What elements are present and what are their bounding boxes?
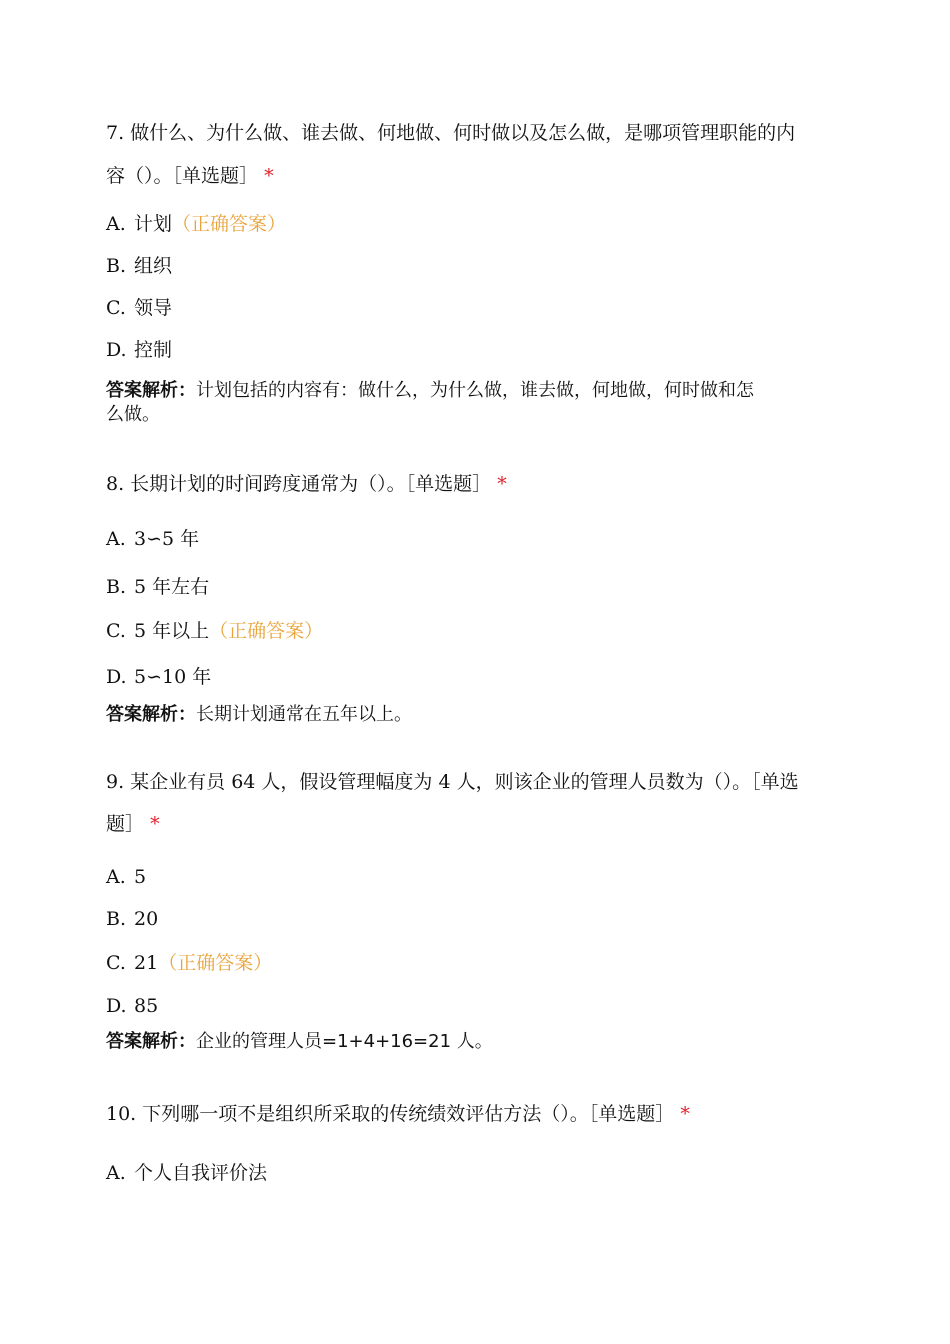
option-b[interactable]: B. 20	[106, 908, 159, 930]
question-stem: 9. 某企业有员 64 人，假设管理幅度为 4 人，则该企业的管理人员数为（）。［单选	[106, 771, 799, 793]
option-d[interactable]: D. 85	[106, 995, 159, 1017]
question-stem-cont: 题］ *	[106, 813, 160, 835]
correct-answer-mark: （正确答案）	[158, 952, 273, 974]
option-a[interactable]: A. 3∽5 年	[106, 528, 200, 550]
required-star: *	[680, 1103, 690, 1125]
option-b[interactable]: B. 5 年左右	[106, 576, 210, 598]
question-stem: 10. 下列哪一项不是组织所采取的传统绩效评估方法（）。［单选题］ *	[106, 1103, 690, 1125]
question-stem: 7. 做什么、为什么做、谁去做、何地做、何时做以及怎么做，是哪项管理职能的内	[106, 122, 796, 144]
option-d[interactable]: D. 控制	[106, 339, 173, 361]
required-star: *	[497, 473, 507, 495]
required-star: *	[150, 813, 160, 835]
answer-explanation: 答案解析：长期计划通常在五年以上。	[106, 704, 412, 725]
answer-explanation: 答案解析：计划包括的内容有：做什么，为什么做，谁去做，何地做，何时做和怎	[106, 380, 754, 401]
correct-answer-mark: （正确答案）	[172, 213, 287, 235]
option-c[interactable]: C. 5 年以上（正确答案）	[106, 620, 324, 642]
correct-answer-mark: （正确答案）	[209, 620, 324, 642]
option-a[interactable]: A. 5	[106, 866, 147, 888]
option-a[interactable]: A. 计划（正确答案）	[106, 213, 287, 235]
option-d[interactable]: D. 5∽10 年	[106, 666, 212, 688]
option-a[interactable]: A. 个人自我评价法	[106, 1162, 268, 1184]
option-b[interactable]: B. 组织	[106, 255, 173, 277]
required-star: *	[264, 165, 274, 187]
option-c[interactable]: C. 领导	[106, 297, 173, 319]
option-c[interactable]: C. 21（正确答案）	[106, 952, 273, 974]
question-stem: 8. 长期计划的时间跨度通常为（）。［单选题］ *	[106, 473, 507, 495]
answer-explanation: 答案解析：企业的管理人员=1+4+16=21 人。	[106, 1031, 493, 1052]
question-stem-cont: 容（）。［单选题］ *	[106, 165, 274, 187]
answer-explanation-cont: 么做。	[106, 404, 160, 425]
